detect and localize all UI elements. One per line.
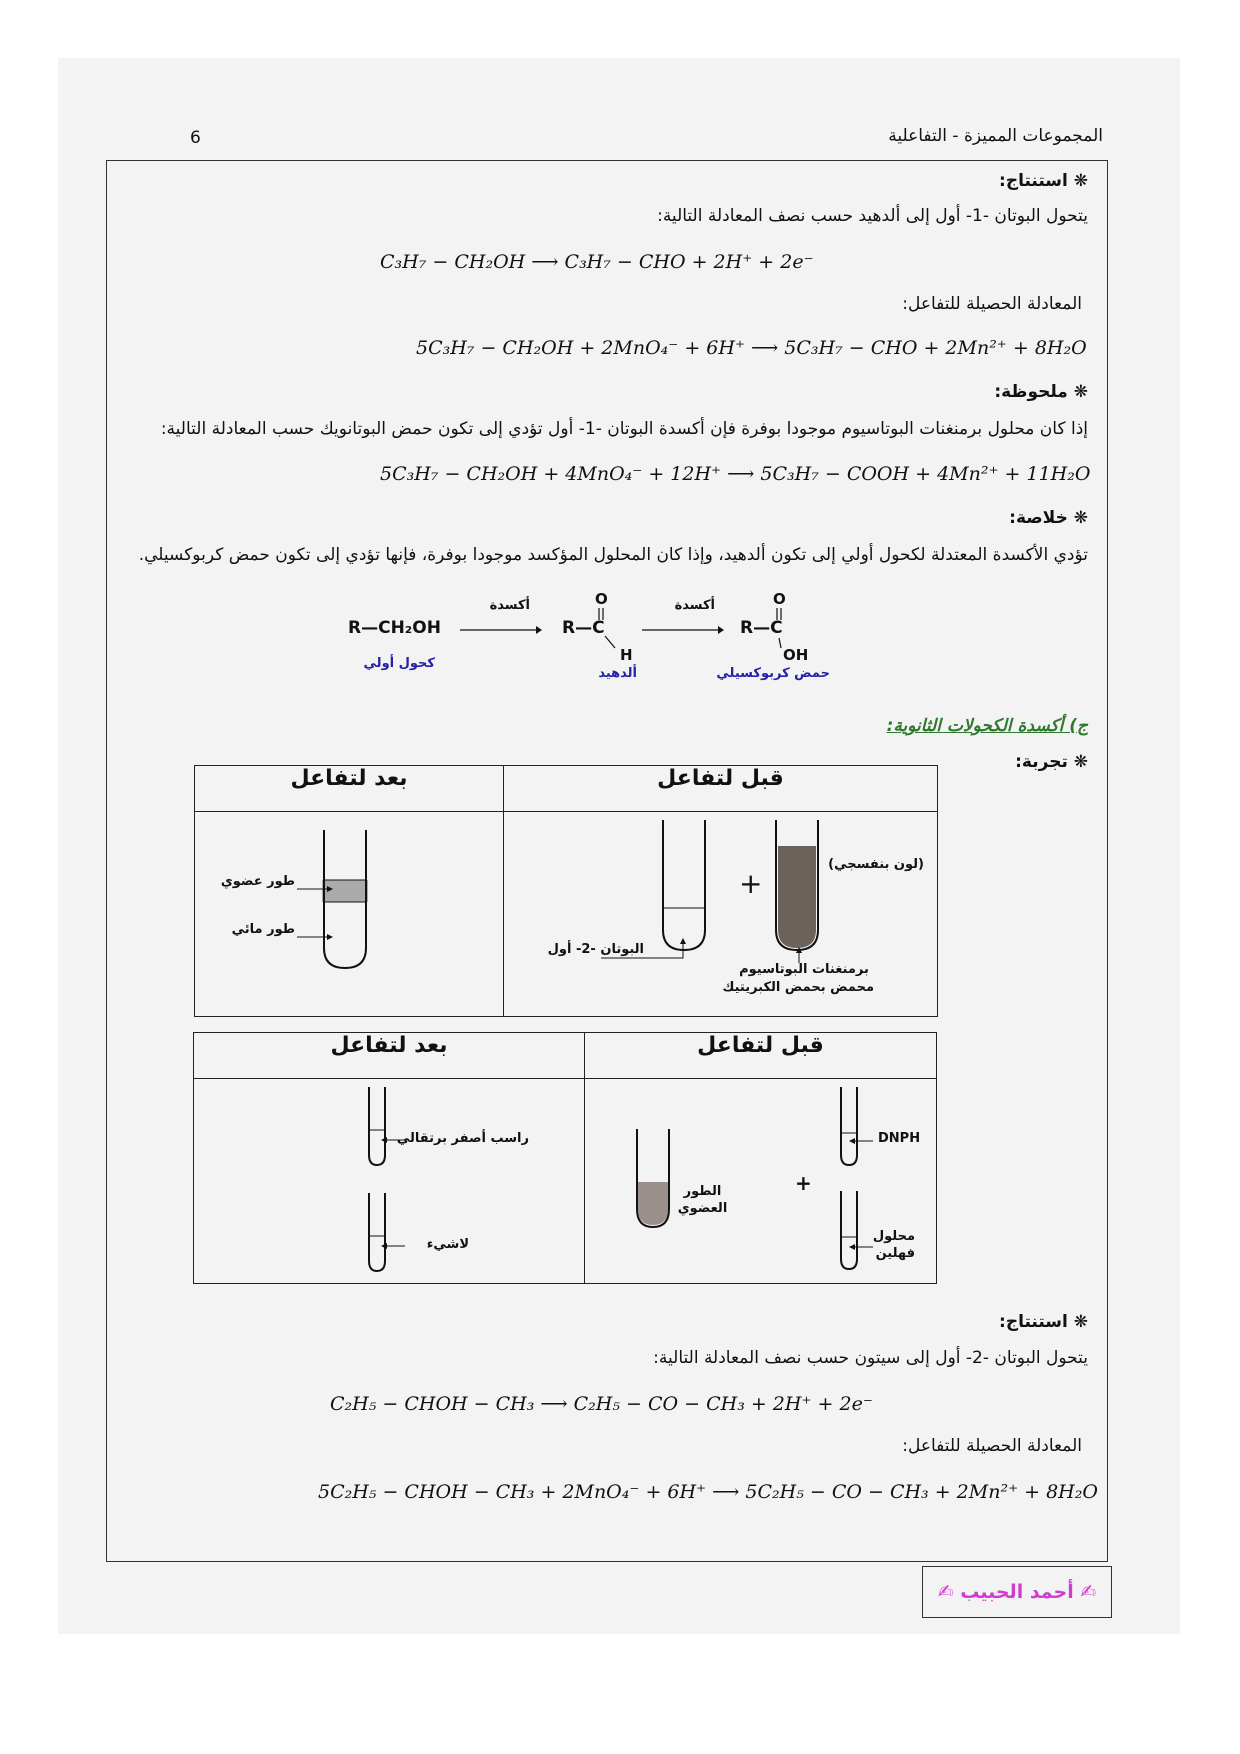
t2-fehling-label-1: محلول bbox=[872, 1229, 915, 1244]
t1-after-label: بعد لتفاعل bbox=[290, 766, 408, 791]
page-number: 6 bbox=[190, 128, 201, 148]
t2-organic-label-2: العضوي bbox=[677, 1201, 728, 1216]
t2-dnph-label: DNPH bbox=[878, 1131, 921, 1146]
t2-precipitate-tube bbox=[366, 1085, 388, 1170]
experiment-table-2 bbox=[193, 1032, 937, 1284]
equation-net-2: 5C₂H₅ − CHOH − CH₃ + 2MnO₄⁻ + 6H⁺ ⟶ 5C₂H₅ − CO − CH₃ + 2Mn²⁺ + 8H₂O bbox=[318, 1481, 1098, 1503]
equation-note: 5C₃H₇ − CH₂OH + 4MnO₄⁻ + 12H⁺ ⟶ 5C₃H₇ − COOH + 4Mn²⁺ + 11H₂O bbox=[380, 463, 1091, 485]
arrow-1-label: أكسدة bbox=[489, 598, 530, 613]
author-footer-box bbox=[922, 1566, 1112, 1618]
t2-dnph-tube bbox=[838, 1085, 860, 1170]
t1-arrow-organic bbox=[295, 884, 335, 894]
equation-half-2: C₂H₅ − CHOH − CH₃ ⟶ C₂H₅ − CO − CH₃ + 2H⁺ + 2e⁻ bbox=[330, 1393, 873, 1415]
oxidation-scheme bbox=[340, 588, 860, 698]
t1-violet-label: (لون بنفسجي) bbox=[828, 857, 924, 872]
t1-before-label: قبل لتفاعل bbox=[657, 766, 784, 791]
t1-organic-layer-label: طور عضوي bbox=[220, 874, 295, 889]
subsection-title: ج) أكسدة الكحولات الثانوية: bbox=[886, 716, 1088, 736]
t2-organic-tube bbox=[633, 1127, 673, 1232]
net-equation-label-2: المعادلة الحصيلة للتفاعل: bbox=[902, 1436, 1082, 1456]
t2-fehling-label-2: فهلين bbox=[875, 1246, 915, 1261]
t2-organic-label-1: الطور bbox=[683, 1184, 722, 1199]
t1-permanganate-label-1: برمنغنات البوتاسيوم bbox=[739, 962, 869, 977]
t2-plus-sign: + bbox=[795, 1171, 812, 1195]
page-header-title: المجموعات المميزة - التفاعلية bbox=[888, 126, 1103, 146]
aldehyde-hydrogen: H bbox=[620, 646, 633, 664]
t1-after-header bbox=[195, 766, 504, 812]
t1-after-tube bbox=[320, 828, 380, 973]
primary-alcohol-formula: R—CH₂OH bbox=[348, 618, 441, 638]
experiment-heading: ❋ تجربة: bbox=[1015, 752, 1088, 772]
equation-net-1: 5C₃H₇ − CH₂OH + 2MnO₄⁻ + 6H⁺ ⟶ 5C₃H₇ − CHO + 2Mn²⁺ + 8H₂O bbox=[416, 337, 1087, 359]
t1-before-cell bbox=[504, 812, 938, 1017]
arrow-1 bbox=[458, 618, 543, 638]
author-name: ✍ أحمد الحبيب ✍ bbox=[937, 1581, 1097, 1603]
t2-before-label: قبل لتفاعل bbox=[697, 1033, 824, 1058]
t1-permanganate-tube bbox=[772, 818, 832, 963]
aldehyde-formula: R—C bbox=[562, 618, 605, 638]
t1-arrow-aqueous bbox=[295, 932, 335, 942]
aldehyde-oxygen: O bbox=[595, 590, 608, 608]
t1-permanganate-label-2: محمض بحمض الكبريتيك bbox=[722, 980, 874, 995]
arrow-2 bbox=[640, 618, 725, 638]
acid-hydroxyl: OH bbox=[783, 646, 809, 664]
t1-aqueous-layer-label: طور مائي bbox=[231, 922, 295, 937]
summary-text: تؤدي الأكسدة المعتدلة لكحول أولي إلى تكون ألدهيد، وإذا كان المحلول المؤكسد موجودا بوفرة، فإنها تؤدي إلى تكون حمض كربوكسيلي. bbox=[138, 545, 1088, 565]
acid-oxygen: O bbox=[773, 590, 786, 608]
t2-before-header bbox=[585, 1033, 937, 1079]
t2-precipitate-label: راسب أصفر برتقالي bbox=[396, 1131, 529, 1146]
conclusion-heading-1: ❋ استنتاج: bbox=[999, 171, 1088, 191]
t1-butanol-pointer bbox=[599, 938, 699, 968]
t2-nothing-tube bbox=[366, 1191, 388, 1276]
t1-before-header bbox=[504, 766, 938, 812]
t1-plus-sign: + bbox=[739, 867, 763, 900]
t2-after-cell bbox=[194, 1079, 585, 1284]
label-carboxylic-acid: حمض كربوكسيلي bbox=[716, 666, 830, 681]
t1-after-cell bbox=[195, 812, 504, 1017]
t2-after-label: بعد لتفاعل bbox=[330, 1033, 448, 1058]
t1-butanol2-label: البوتان -2- أول bbox=[547, 942, 644, 957]
label-primary-alcohol: كحول أولي bbox=[363, 656, 435, 671]
t2-before-cell bbox=[585, 1079, 937, 1284]
equation-half-1: C₃H₇ − CH₂OH ⟶ C₃H₇ − CHO + 2H⁺ + 2e⁻ bbox=[380, 251, 814, 273]
arrow-2-label: أكسدة bbox=[674, 598, 715, 613]
conclusion-text-1: يتحول البوتان -1- أول إلى ألدهيد حسب نصف المعادلة التالية: bbox=[657, 206, 1088, 226]
conclusion-heading-2: ❋ استنتاج: bbox=[999, 1312, 1088, 1332]
t2-arrow-dnph bbox=[847, 1135, 877, 1147]
label-aldehyde: ألدهيد bbox=[598, 666, 637, 681]
t2-after-header bbox=[194, 1033, 585, 1079]
net-equation-label-1: المعادلة الحصيلة للتفاعل: bbox=[902, 294, 1082, 314]
conclusion-text-2: يتحول البوتان -2- أول إلى سيتون حسب نصف المعادلة التالية: bbox=[653, 1348, 1088, 1368]
t2-nothing-label: لاشيء bbox=[426, 1237, 469, 1252]
t2-fehling-tube bbox=[838, 1189, 860, 1274]
t2-arrow-nothing bbox=[379, 1240, 409, 1252]
experiment-table-1 bbox=[194, 765, 938, 1017]
note-text: إذا كان محلول برمنغنات البوتاسيوم موجودا بوفرة فإن أكسدة البوتان -1- أول تؤدي إلى تكون حمض البوتانويك حسب المعادلة التالية: bbox=[160, 419, 1088, 439]
note-heading: ❋ ملحوظة: bbox=[994, 382, 1088, 402]
summary-heading: ❋ خلاصة: bbox=[1009, 508, 1088, 528]
acid-formula: R—C bbox=[740, 618, 783, 638]
